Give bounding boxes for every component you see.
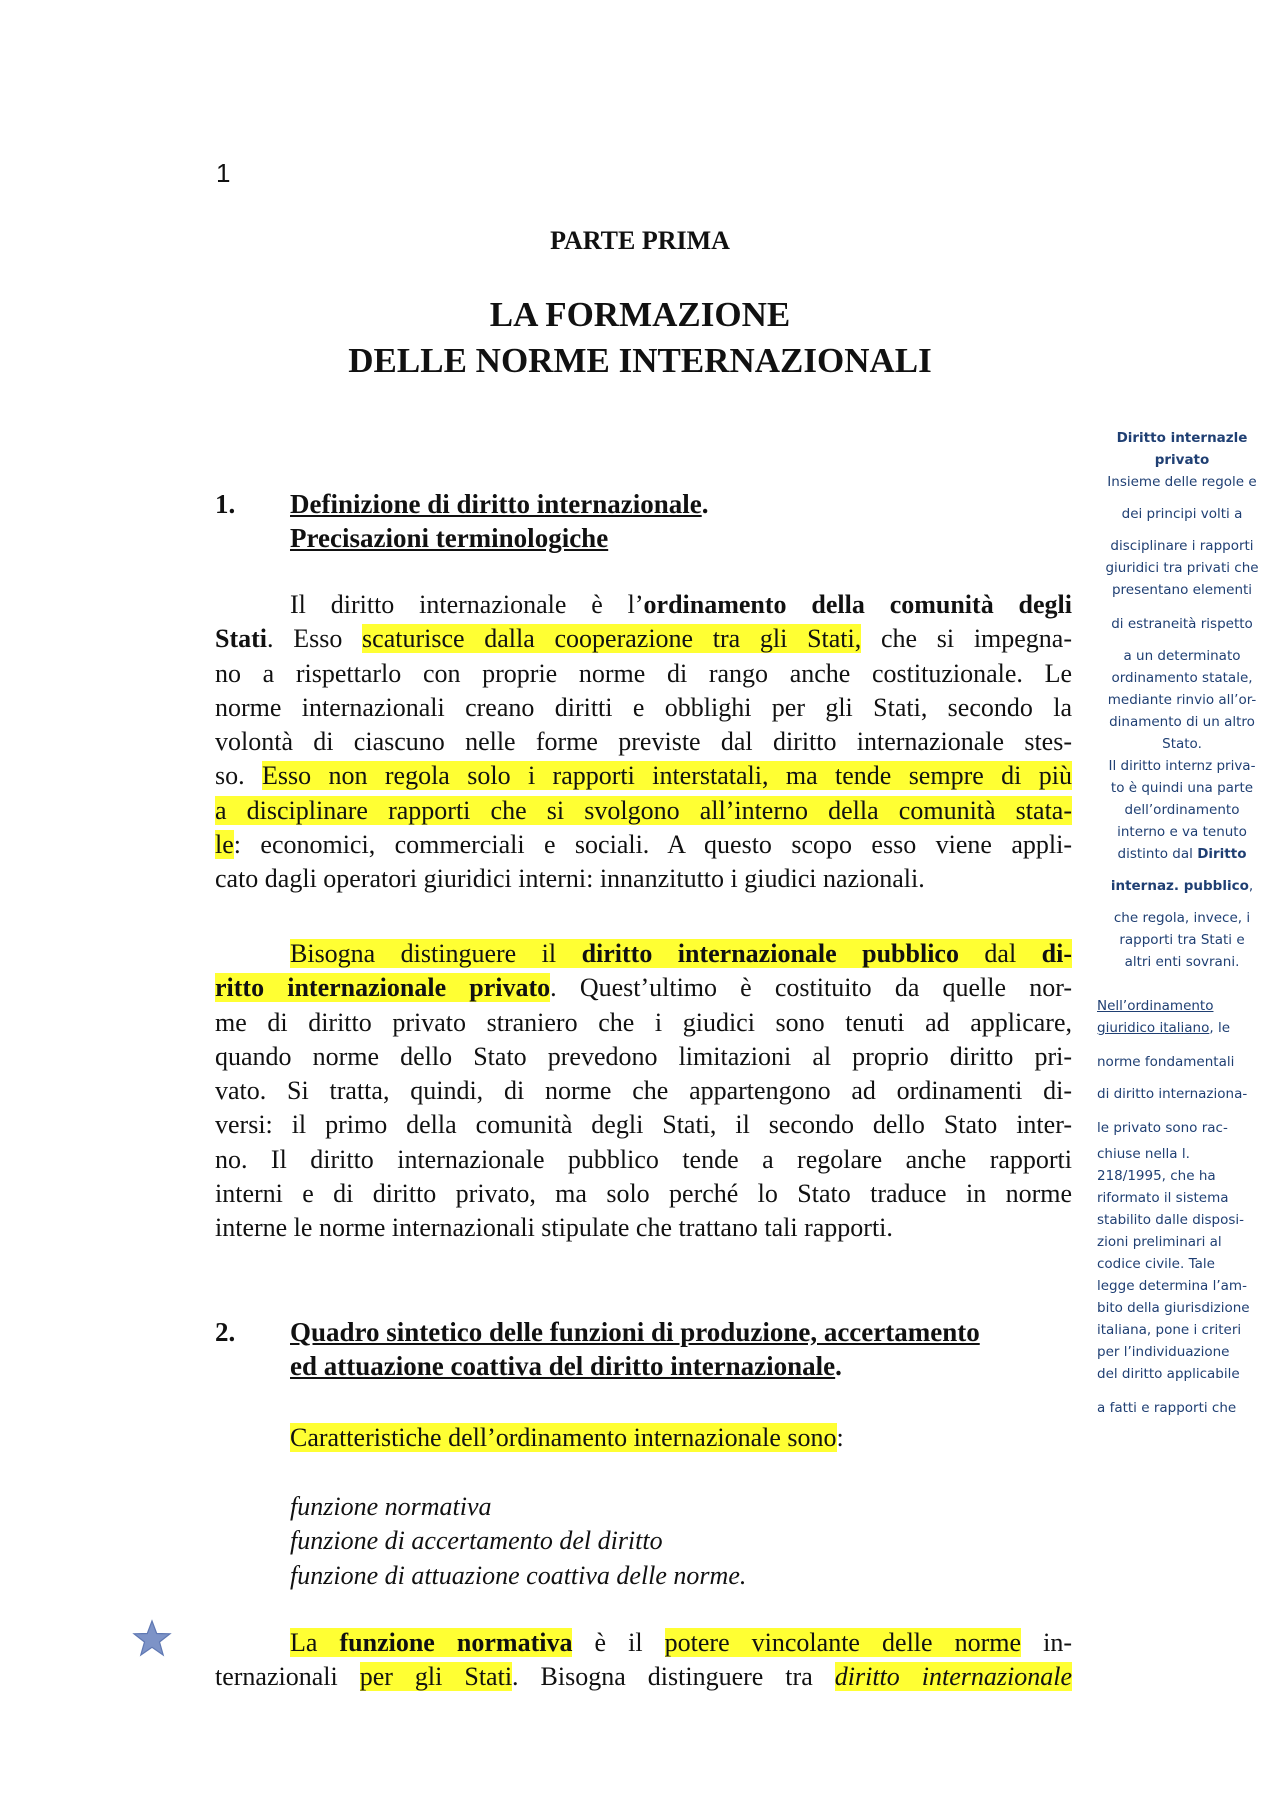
- margin-note-run: distinto dal: [1117, 846, 1198, 862]
- margin-note-line: [1097, 846, 1267, 862]
- main-title-line-2: DELLE NORME INTERNAZIONALI: [348, 341, 932, 380]
- margin-note-line: dei principi volti a: [1121, 506, 1243, 522]
- margin-note-run: ,: [1248, 878, 1254, 894]
- text-run: è il: [572, 1628, 665, 1657]
- section-2-title-line-2: ed attuazione coattiva del diritto internazionale: [290, 1351, 836, 1381]
- text-run: :: [836, 1423, 844, 1452]
- highlighted-run: dal: [958, 939, 1042, 968]
- paragraph-line: [215, 759, 1072, 793]
- margin-note-line: altri enti sovrani.: [1124, 954, 1240, 970]
- section-1-title-line-2: Precisazioni terminologiche: [290, 523, 609, 553]
- highlighted-bold-run: funzione normativa: [339, 1628, 573, 1657]
- section-2-title-period: .: [835, 1351, 842, 1381]
- margin-note-bold-run: Diritto: [1197, 846, 1247, 862]
- highlighted-run: le: [215, 830, 234, 860]
- margin-note-line: presentano elementi: [1111, 582, 1253, 598]
- margin-note-line: Stato.: [1162, 736, 1202, 752]
- paragraph-line: cato dagli operatori giuridici interni: innanzitutto i giudici nazionali.: [215, 864, 925, 894]
- paragraph-line: interne le norme internazionali stipulate che trattano tali rapporti.: [215, 1213, 893, 1243]
- main-title-line-1: LA FORMAZIONE: [489, 295, 791, 334]
- margin-note-line: di diritto internaziona-: [1097, 1086, 1248, 1102]
- highlighted-run: Caratteristiche dell’ordinamento internazionale sono: [290, 1423, 837, 1452]
- margin-note-line: le privato sono rac-: [1097, 1120, 1228, 1136]
- highlighted-bold-run: di-: [1041, 939, 1072, 968]
- margin-note-line: codice civile. Tale: [1097, 1256, 1215, 1272]
- highlighted-bold-run: diritto internazionale pubblico: [581, 939, 959, 968]
- margin-note-line: dinamento di un altro: [1109, 714, 1255, 730]
- margin-note-line: giuridici tra privati che: [1105, 560, 1259, 576]
- text-run: so.: [215, 761, 262, 791]
- paragraph-line: [215, 971, 1072, 1005]
- margin-note-line: Il diritto internz priva-: [1108, 758, 1256, 774]
- paragraph-line: [215, 937, 1072, 971]
- highlighted-run: per gli Stati: [359, 1662, 513, 1692]
- margin-note-line: [1097, 878, 1267, 894]
- margin-note-line: rapporti tra Stati e: [1119, 932, 1245, 948]
- highlighted-run: potere vincolante delle norme: [664, 1628, 1022, 1657]
- highlighted-bold-run: ritto internazionale privato: [215, 973, 551, 1003]
- margin-note-line: norme fondamentali: [1097, 1054, 1235, 1070]
- margin-note-bold-run: internaz. pubblico: [1110, 878, 1249, 894]
- section-1-title-period: .: [701, 489, 709, 519]
- list-item: funzione normativa: [290, 1492, 492, 1521]
- main-title: [240, 292, 1040, 384]
- paragraph-line: no. Il diritto internazionale pubblico tende a regolare anche rapporti: [215, 1144, 1072, 1174]
- margin-note-underlined-run: giuridico italiano: [1097, 1020, 1210, 1036]
- star-icon[interactable]: [132, 1618, 172, 1658]
- paragraph-4: [215, 1626, 1072, 1695]
- paragraph-line: [215, 1626, 1072, 1660]
- list-item: funzione di accertamento del diritto: [290, 1526, 663, 1556]
- bold-run: Stati: [215, 624, 267, 654]
- paragraph-line: [215, 794, 1072, 828]
- margin-note-line: del diritto applicabile: [1097, 1366, 1240, 1382]
- section-1-heading: [215, 487, 1075, 557]
- section-1-title: [290, 487, 708, 555]
- list-item: funzione di attuazione coattiva delle norme.: [290, 1560, 747, 1590]
- margin-note-title-line-1: Diritto internazle: [1116, 430, 1248, 446]
- margin-note-underlined-run: Nell’ordinamento: [1097, 998, 1214, 1014]
- margin-note-run: , le: [1209, 1020, 1231, 1036]
- text-run: in-: [1021, 1628, 1072, 1657]
- paragraph-line: [215, 828, 1072, 862]
- paragraph-line: versi: il primo della comunità degli Stati, il secondo dello Stato inter-: [215, 1110, 1072, 1140]
- margin-note-line: chiuse nella l.: [1097, 1146, 1190, 1162]
- highlighted-run: Bisogna distinguere il: [290, 939, 582, 968]
- section-2-number: 2.: [215, 1317, 236, 1347]
- text-run: . Quest’ultimo è costituito da quelle nor-: [550, 973, 1072, 1003]
- highlighted-run: Esso non regola solo i rapporti interstatali, ma tende sempre di più: [262, 761, 1072, 791]
- section-1-title-line-1: Definizione di diritto internazionale: [290, 489, 702, 519]
- paragraph-line: me di diritto privato straniero che i giudici sono tenuti ad applicare,: [215, 1007, 1072, 1037]
- margin-note-line: interno e va tenuto: [1117, 824, 1247, 840]
- text-run: . Esso: [267, 624, 363, 654]
- paragraph-line: [215, 1660, 1072, 1694]
- text-run: Il diritto internazionale è l’: [290, 590, 644, 619]
- paragraph-1: [215, 588, 1072, 897]
- margin-note-line: [1097, 998, 1267, 1014]
- margin-note-line: [1097, 1020, 1267, 1036]
- section-2-heading: [215, 1315, 1075, 1385]
- part-title: PARTE PRIMA: [550, 226, 730, 255]
- margin-note-line: a un determinato: [1123, 648, 1241, 664]
- paragraph-line: volontà di ciascuno nelle forme previste dal diritto internazionale stes-: [215, 727, 1072, 757]
- margin-note-line: stabilito dalle disposi-: [1097, 1212, 1245, 1228]
- paragraph-line: norme internazionali creano diritti e obblighi per gli Stati, secondo la: [215, 692, 1072, 722]
- margin-note-line: riformato il sistema: [1097, 1190, 1229, 1206]
- paragraph-line: interni e di diritto privato, ma solo perché lo Stato traduce in norme: [215, 1179, 1072, 1209]
- paragraph-3: [215, 1421, 1072, 1455]
- highlighted-run: scaturisce dalla cooperazione tra gli Stati,: [362, 624, 862, 654]
- highlighted-italic-run: diritto internazionale: [834, 1662, 1072, 1692]
- paragraph-line: vato. Si tratta, quindi, di norme che appartengono ad ordinamenti di-: [215, 1076, 1072, 1106]
- text-run: . Bisogna distinguere tra: [512, 1662, 835, 1692]
- paragraph-line: no a rispettarlo con proprie norme di rango anche costituzionale. Le: [215, 658, 1072, 688]
- margin-note-line: zioni preliminari al: [1097, 1234, 1222, 1250]
- paragraph-2: [215, 937, 1072, 1246]
- margin-note-line: per l’individuazione: [1097, 1344, 1230, 1360]
- margin-note-line: to è quindi una parte: [1110, 780, 1254, 796]
- margin-note-line: che regola, invece, i: [1113, 910, 1251, 926]
- page-number: 1: [216, 158, 231, 188]
- margin-note-line: mediante rinvio all’or-: [1107, 692, 1257, 708]
- highlighted-run: La: [290, 1628, 340, 1657]
- margin-note-line: di estraneità rispetto: [1111, 616, 1253, 632]
- text-run: : economici, commerciali e sociali. A questo scopo esso viene appli-: [233, 830, 1072, 860]
- margin-note-line: ordinamento statale,: [1111, 670, 1253, 686]
- highlighted-run: a disciplinare rapporti che si svolgono all’interno della comunità stata-: [215, 795, 1072, 825]
- text-run: ternazionali: [215, 1662, 360, 1692]
- margin-note-line: bito della giurisdizione: [1097, 1300, 1250, 1316]
- margin-note-line: italiana, pone i criteri: [1097, 1322, 1242, 1338]
- section-2-title-line-1: Quadro sintetico delle funzioni di produzione, accertamento: [290, 1317, 980, 1347]
- functions-list: [290, 1490, 746, 1593]
- paragraph-line: [215, 588, 1072, 622]
- section-2-title: [290, 1315, 1147, 1383]
- margin-note-line: disciplinare i rapporti: [1110, 538, 1254, 554]
- bold-run: ordinamento della comunità degli: [643, 590, 1072, 619]
- section-1-number: 1.: [215, 489, 236, 519]
- margin-note-title-line-2: privato: [1154, 452, 1210, 468]
- paragraph-line: [215, 622, 1072, 656]
- margin-note-line: Insieme delle regole e: [1107, 474, 1257, 490]
- margin-note-line: legge determina l’am-: [1097, 1278, 1247, 1294]
- text-run: che si impegna-: [861, 624, 1073, 654]
- margin-note-line: 218/1995, che ha: [1097, 1168, 1216, 1184]
- paragraph-line: [215, 1421, 1072, 1455]
- margin-note-line: a fatti e rapporti che: [1097, 1400, 1237, 1416]
- margin-note-line: dell’ordinamento: [1124, 802, 1240, 818]
- paragraph-line: quando norme dello Stato prevedono limitazioni al proprio diritto pri-: [215, 1041, 1072, 1071]
